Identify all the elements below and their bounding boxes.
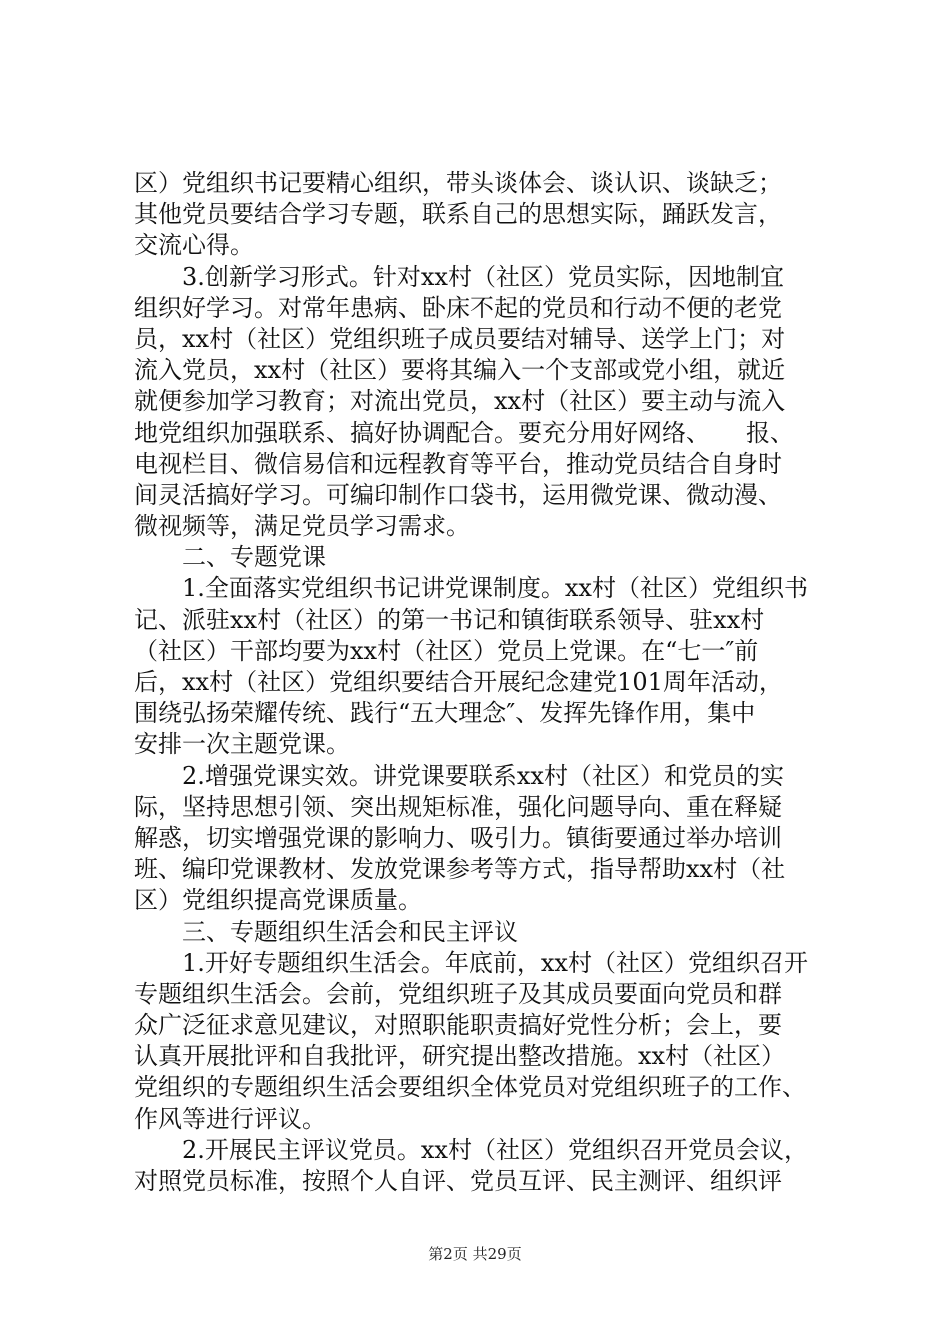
text-line: 解惑，切实增强党课的影响力、吸引力。镇街要通过举办培训 [134,823,782,852]
text-line: 围绕弘扬荣耀传统、践行“五大理念″、发挥先锋作用，集中 [134,699,756,728]
text-line: 地党组织加强联系、搞好协调配合。要充分用好网络、 报、 [134,418,794,447]
text-line: 际，坚持思想引领、突出规矩标准，强化问题导向、重在释疑 [134,792,782,821]
text-line: 流入党员，xx村（社区）要将其编入一个支部或党小组，就近 [134,356,786,385]
section-heading: 二、专题党课 [134,543,326,572]
text-line: （社区）干部均要为xx村（社区）党员上党课。在“七一″前 [134,636,759,665]
text-line: 3.创新学习形式。针对xx村（社区）党员实际，因地制宜 [134,262,784,291]
text-line: 班、编印党课教材、发放党课参考等方式，指导帮助xx村（社 [134,855,786,884]
text-line: 就便参加学习教育；对流出党员，xx村（社区）要主动与流入 [134,387,786,416]
text-line: 间灵活搞好学习。可编印制作口袋书，运用微党课、微动漫、 [134,480,782,509]
text-line: 作风等进行评议。 [134,1104,326,1133]
text-line: 众广泛征求意见建议，对照职能职责搞好党性分析；会上，要 [134,1011,782,1040]
text-line: 1.开好专题组织生活会。年底前，xx村（社区）党组织召开 [134,948,808,977]
text-line: 1.全面落实党组织书记讲党课制度。xx村（社区）党组织书 [134,574,808,603]
text-line: 其他党员要结合学习专题，联系自己的思想实际，踊跃发言， [134,200,782,229]
text-line: 电视栏目、微信易信和远程教育等平台，推动党员结合自身时 [134,449,782,478]
page-footer: 第2页 共29页 [428,1245,522,1263]
text-line: 专题组织生活会。会前，党组织班子及其成员要面向党员和群 [134,979,782,1008]
text-line: 组织好学习。对常年患病、卧床不起的党员和行动不便的老党 [134,293,782,322]
document-body [134,168,834,1197]
text-line: 微视频等，满足党员学习需求。 [134,512,470,541]
text-line: 认真开展批评和自我批评，研究提出整改措施。xx村（社区） [134,1042,786,1071]
text-line: 2.增强党课实效。讲党课要联系xx村（社区）和党员的实 [134,761,784,790]
text-line: 对照党员标准，按照个人自评、党员互评、民主测评、组织评 [134,1167,782,1195]
section-heading: 三、专题组织生活会和民主评议 [134,917,518,946]
text-line: 记、派驻xx村（社区）的第一书记和镇街联系领导、驻xx村 [134,605,765,634]
text-line: 区）党组织提高党课质量。 [134,886,422,915]
text-line: 员，xx村（社区）党组织班子成员要结对辅导、送学上门；对 [134,324,786,353]
text-line: 党组织的专题组织生活会要组织全体党员对党组织班子的工作、 [134,1073,806,1102]
text-line: 2.开展民主评议党员。xx村（社区）党组织召开党员会议， [134,1135,808,1164]
text-line: 安排一次主题党课。 [134,730,350,759]
text-line: 后，xx村（社区）党组织要结合开展纪念建党101周年活动， [134,668,783,696]
text-line: 交流心得。 [134,231,254,260]
text-line: 区）党组织书记要精心组织，带头谈体会、谈认识、谈缺乏； [134,169,782,197]
